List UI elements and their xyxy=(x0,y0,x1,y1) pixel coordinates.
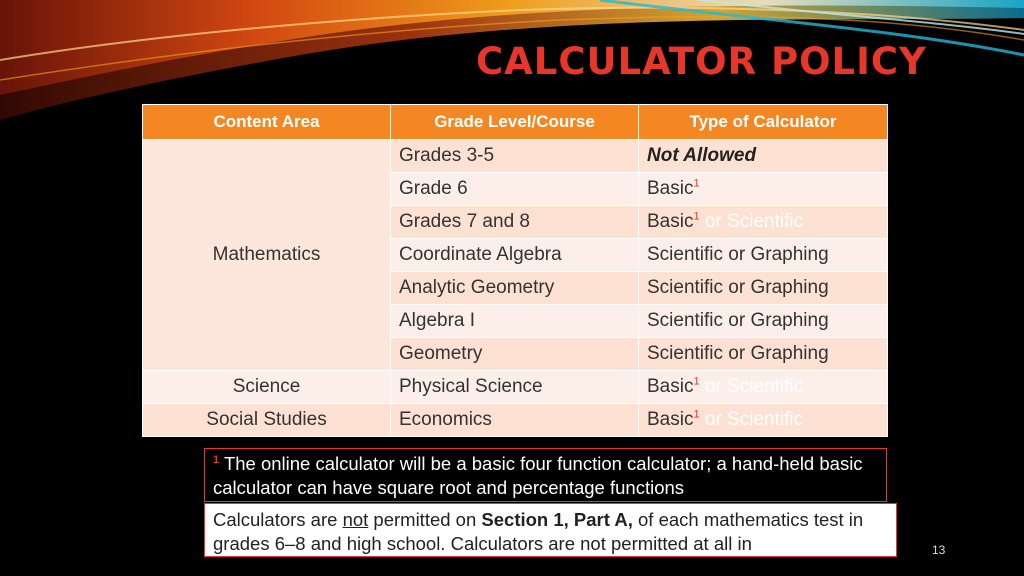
calculator-value: Basic xyxy=(647,376,694,397)
content-area-social-studies: Social Studies xyxy=(143,404,391,437)
course-cell: Coordinate Algebra xyxy=(391,239,639,272)
course-cell: Grades 3-5 xyxy=(391,140,639,173)
calculator-cell xyxy=(639,272,888,305)
header-grade-level: Grade Level/Course xyxy=(391,105,639,140)
calculator-value: Basic xyxy=(647,211,694,232)
calculator-cell xyxy=(639,338,888,371)
footnote-text: The online calculator will be a basic four function calculator; a hand-held basic calculator can have square root and percentage functions xyxy=(213,453,863,498)
footnote-ref: 1 xyxy=(693,210,700,223)
calculator-value: Scientific or Graphing xyxy=(647,244,829,265)
table-row xyxy=(143,404,888,437)
course-cell: Economics xyxy=(391,404,639,437)
table-header-row xyxy=(143,105,888,140)
calculator-policy-table xyxy=(142,104,888,437)
header-content-area: Content Area xyxy=(143,105,391,140)
note-section-emphasis: Section 1, Part A, xyxy=(481,509,633,530)
calculator-alt-text: or Scientific xyxy=(699,409,804,430)
course-cell: Grade 6 xyxy=(391,173,639,206)
calculator-cell xyxy=(639,239,888,272)
course-cell: Analytic Geometry xyxy=(391,272,639,305)
calculator-value: Scientific or Graphing xyxy=(647,310,829,331)
page-number: 13 xyxy=(932,543,946,557)
content-area-mathematics: Mathematics xyxy=(143,140,391,371)
calculator-cell xyxy=(639,371,888,404)
note-text-3: of each mathematics test in grades 6–8 and high school. Calculators are not permitted at all in xyxy=(213,509,864,554)
calculator-cell xyxy=(639,173,888,206)
header-calculator-type: Type of Calculator xyxy=(639,105,888,140)
footnote-box xyxy=(204,448,887,502)
calculator-cell xyxy=(639,206,888,239)
footnote-marker: 1 xyxy=(213,453,220,466)
calculator-value: Scientific or Graphing xyxy=(647,343,829,364)
note-text-2: permitted on xyxy=(368,509,482,530)
note-text-1: Calculators are xyxy=(213,509,343,530)
course-cell: Geometry xyxy=(391,338,639,371)
calculator-cell xyxy=(639,140,888,173)
slide-title: CALCULATOR POLICY xyxy=(476,40,927,83)
course-cell: Grades 7 and 8 xyxy=(391,206,639,239)
policy-note-box xyxy=(204,503,897,557)
content-area-science: Science xyxy=(143,371,391,404)
note-not-emphasis: not xyxy=(342,509,369,530)
course-cell: Algebra I xyxy=(391,305,639,338)
table-row xyxy=(143,371,888,404)
calculator-alt-text: or Scientific xyxy=(699,211,804,232)
calculator-cell xyxy=(639,305,888,338)
footnote-ref: 1 xyxy=(693,375,700,388)
calculator-value: Scientific or Graphing xyxy=(647,277,829,298)
calculator-alt-text: or Scientific xyxy=(699,376,804,397)
footnote-ref: 1 xyxy=(693,177,700,190)
calculator-cell xyxy=(639,404,888,437)
table-row xyxy=(143,140,888,173)
calculator-value: Not Allowed xyxy=(647,145,757,166)
calculator-value: Basic xyxy=(647,409,694,430)
calculator-value: Basic xyxy=(647,178,694,199)
footnote-ref: 1 xyxy=(693,408,700,421)
course-cell: Physical Science xyxy=(391,371,639,404)
